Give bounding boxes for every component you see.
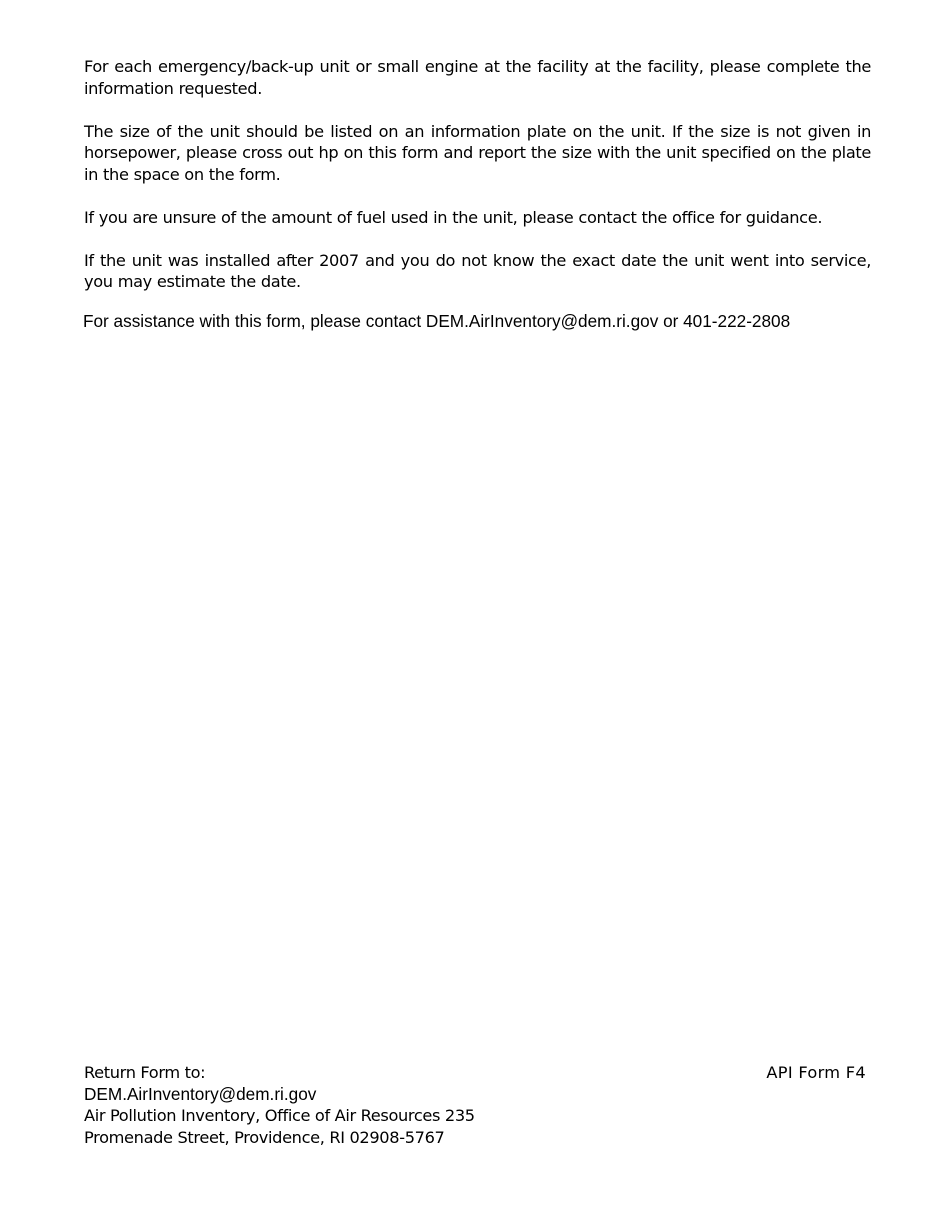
instruction-paragraph-install-date: If the unit was installed after 2007 and you do not know the exact date the unit went into service, you may estimate the date.: [84, 250, 871, 291]
instructions-section: [84, 56, 871, 314]
return-address-block: [84, 1062, 475, 1148]
return-address-line-2: Promenade Street, Providence, RI 02908-5767: [84, 1127, 445, 1147]
form-identifier: API Form F4: [766, 1063, 866, 1082]
instruction-paragraph-complete-info: For each emergency/back-up unit or small engine at the facility at the facility, please complete the information requested.: [84, 57, 871, 98]
return-heading: Return Form to:: [84, 1063, 206, 1082]
instruction-paragraph-fuel: If you are unsure of the amount of fuel used in the unit, please contact the office for guidance.: [84, 207, 823, 227]
return-email: DEM.AirInventory@dem.ri.gov: [84, 1083, 317, 1104]
assistance-contact-line: For assistance with this form, please contact DEM.AirInventory@dem.ri.gov or 401-222-2808: [83, 311, 791, 331]
instruction-paragraph-unit-size: The size of the unit should be listed on an information plate on the unit. If the size is not given in horsepower, please cross out hp on this form and report the size with the unit specified on the plate in the space on the form.: [84, 121, 871, 184]
return-address-line-1: Air Pollution Inventory, Office of Air Resources 235: [84, 1106, 475, 1125]
